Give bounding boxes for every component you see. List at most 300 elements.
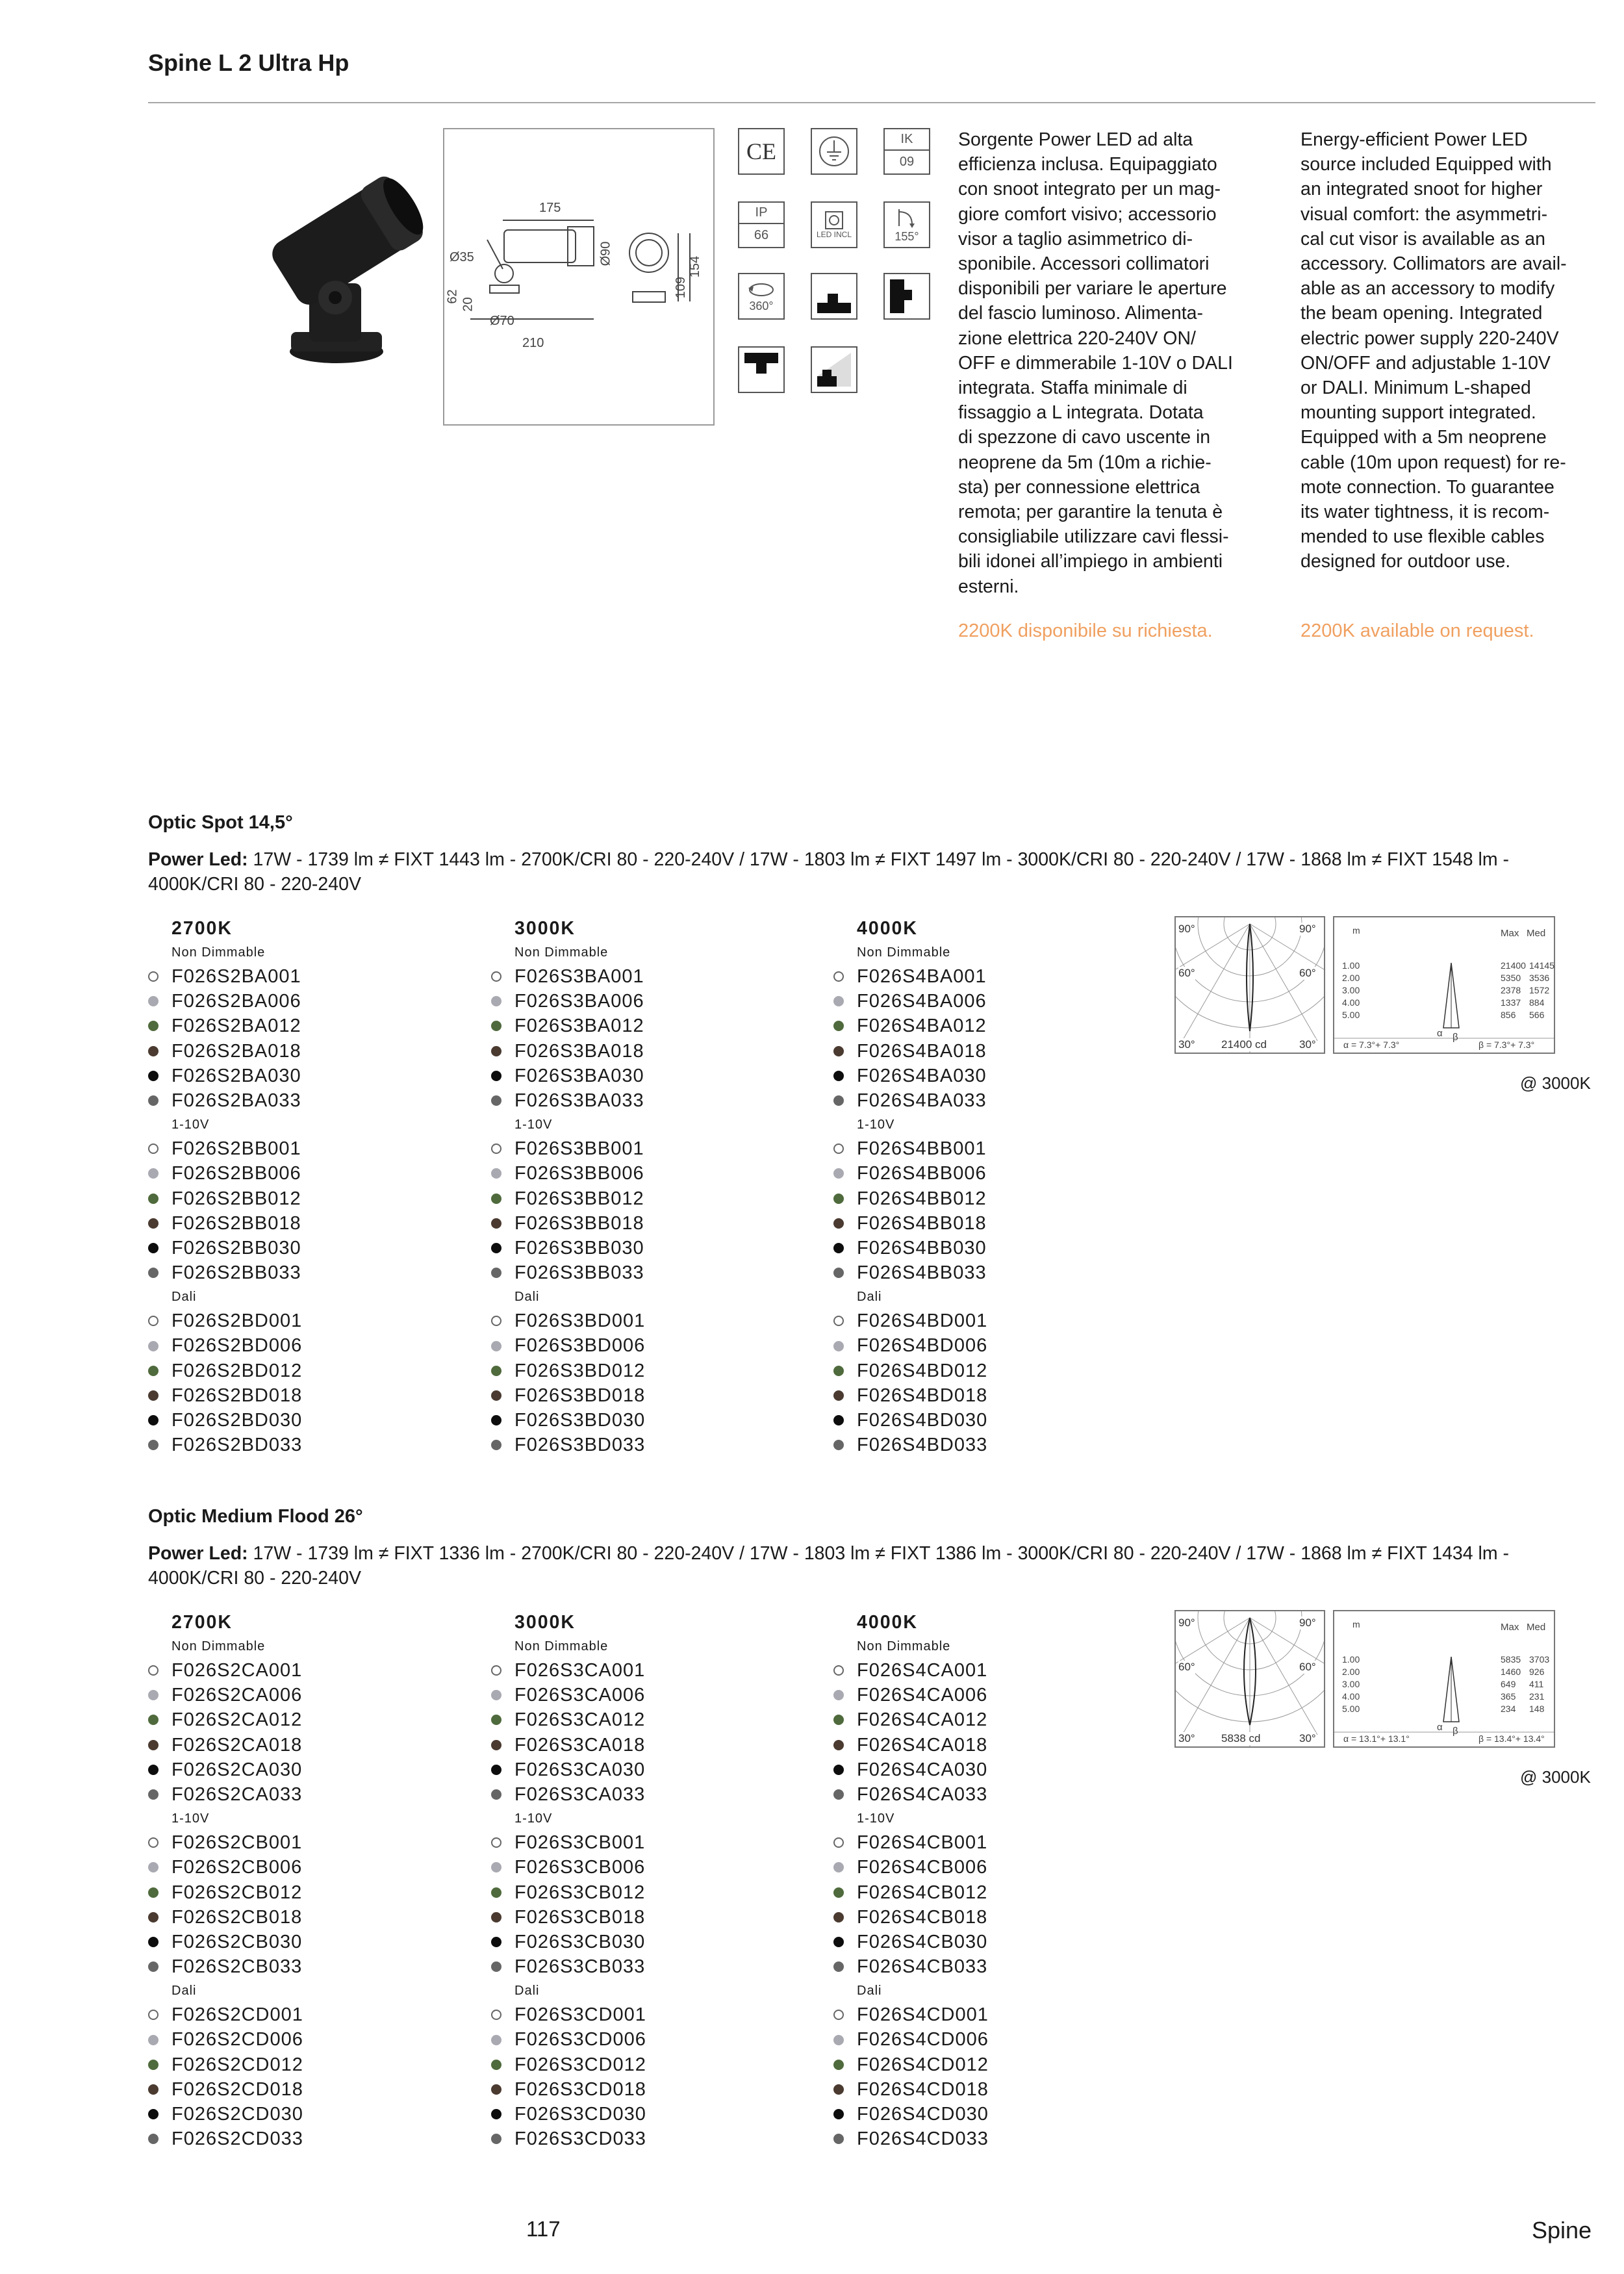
product-code-row <box>833 1236 1158 1260</box>
finish-color-swatch <box>148 1071 159 1081</box>
product-code-row <box>148 1683 473 1707</box>
polar-label: 5838 cd <box>1221 1732 1261 1744</box>
product-code: F026S2CA018 <box>171 1734 303 1756</box>
finish-color-swatch <box>148 1715 159 1725</box>
color-temperature-heading: 3000K <box>514 918 576 939</box>
finish-color-swatch <box>833 2134 844 2144</box>
finish-color-swatch <box>491 1341 501 1351</box>
lux-table-max-header: Max <box>1501 928 1519 939</box>
lux-table-cell: 566 <box>1529 1010 1545 1020</box>
product-code-row <box>833 1683 1158 1707</box>
finish-color-swatch <box>833 1143 844 1154</box>
dim-20: 20 <box>461 297 476 312</box>
finish-color-swatch <box>833 1887 844 1898</box>
illuminance-table <box>1333 916 1555 1054</box>
finish-color-swatch <box>833 1837 844 1848</box>
temperature-column-4000k <box>833 1610 1158 2151</box>
finish-color-swatch <box>491 2109 501 2119</box>
product-code: F026S3CD030 <box>514 2104 646 2125</box>
lux-table-cell: 5.00 <box>1342 1704 1360 1714</box>
product-code-row <box>833 1905 1158 1930</box>
product-code-row <box>833 964 1158 989</box>
product-code: F026S2CB006 <box>171 1857 303 1878</box>
product-code-row <box>148 964 473 989</box>
product-code-row <box>148 1707 473 1732</box>
finish-color-swatch <box>491 1268 501 1278</box>
finish-color-swatch <box>491 1243 501 1253</box>
product-code: F026S4CB012 <box>857 1882 988 1903</box>
power-led-values: 17W - 1739 lm ≠ FIXT 1443 lm - 2700K/CRI 80 - 220-240V / 17W - 1803 lm ≠ FIXT 1497 lm - 3000K/CRI 80 - 220-240V / 17W - 1868 lm ≠ FIXT 1548 lm - 4000K/CRI 80 - 220-240V <box>148 849 1510 895</box>
product-code: F026S4CA030 <box>857 1759 988 1780</box>
finish-color-swatch <box>491 1789 501 1800</box>
finish-color-swatch <box>833 1912 844 1923</box>
product-code: F026S3BB030 <box>514 1237 644 1258</box>
asymmetric-beam-icon <box>811 346 857 393</box>
product-code-row <box>833 1383 1158 1408</box>
product-code-row <box>148 1186 473 1211</box>
lux-table-cell: 2.00 <box>1342 973 1360 983</box>
power-led-label: Power Led: <box>148 849 248 870</box>
finish-color-swatch <box>833 2035 844 2045</box>
product-code-row <box>148 1954 473 1979</box>
lux-table-cell: 3.00 <box>1342 1679 1360 1689</box>
product-code: F026S3CD018 <box>514 2078 646 2100</box>
product-code-row <box>148 1236 473 1260</box>
finish-color-swatch <box>491 2060 501 2070</box>
finish-color-swatch <box>148 1690 159 1700</box>
finish-color-swatch <box>833 1218 844 1229</box>
product-code: F026S4BA001 <box>857 966 987 987</box>
lux-table-m-header: m <box>1352 1619 1360 1629</box>
product-code: F026S3BA033 <box>514 1090 644 1111</box>
finish-color-swatch <box>833 1740 844 1750</box>
lux-table-cell: 2378 <box>1501 985 1521 995</box>
product-code: F026S2CA006 <box>171 1685 303 1706</box>
polar-label: 60° <box>1299 967 1316 979</box>
product-code-row <box>491 1954 816 1979</box>
alpha-marker: α <box>1437 1722 1443 1733</box>
product-code: F026S4CB033 <box>857 1956 988 1978</box>
product-code-row <box>491 1014 816 1038</box>
product-code: F026S4CA012 <box>857 1709 988 1731</box>
description-italian: Sorgente Power LED ad alta efficienza inclusa. Equipaggiato con snoot integrato per un mag- giore comfort visivo; accessorio visor a taglio asimmetrico di- sponibile. Accessori collimatori disponibili per variare le aperture del fascio luminoso. Alimenta- zione elettrica 220-240V ON/ OFF e dimmerabile 1-10V o DALI integrata. Staffa minimale di fissaggio a L integrata. Dotata di spezzone di cavo uscente in neoprene da 5m (10m a richie- sta) per connessione elettrica remota; per garantire la tenuta è consigliabile utilizzare cavi flessi- bili idonei all’impiego in ambienti esterni. <box>958 129 1233 597</box>
product-code: F026S2BD030 <box>171 1410 303 1431</box>
polar-curve-diagram <box>1174 1610 1325 1748</box>
product-code: F026S3BB006 <box>514 1163 644 1184</box>
product-code-row <box>491 1333 816 1358</box>
finish-color-swatch <box>491 1194 501 1204</box>
beam-down-icon <box>738 346 785 393</box>
product-code-row <box>833 2052 1158 2077</box>
product-code-row <box>491 1309 816 1333</box>
product-code: F026S3CB018 <box>514 1906 646 1928</box>
ip-rating-badge: IP 66 <box>738 201 785 248</box>
dimming-group-label: Non Dimmable <box>857 945 951 960</box>
finish-color-swatch <box>833 1937 844 1947</box>
product-code-row <box>491 1905 816 1930</box>
product-code-row <box>148 1088 473 1113</box>
product-code: F026S4CA033 <box>857 1783 988 1805</box>
product-code-row <box>148 1136 473 1161</box>
product-code-row <box>491 2127 816 2151</box>
product-code: F026S4CD012 <box>857 2054 989 2075</box>
product-code-row <box>491 964 816 989</box>
ik-rating-badge: IK 09 <box>883 128 930 175</box>
product-code: F026S2CD006 <box>171 2029 303 2050</box>
color-temperature-heading: 4000K <box>857 1612 918 1633</box>
product-code-row <box>833 1186 1158 1211</box>
dimming-group-label: Non Dimmable <box>171 945 266 960</box>
finish-color-swatch <box>833 1095 844 1106</box>
finish-color-swatch <box>833 1046 844 1056</box>
product-code: F026S3BA001 <box>514 966 644 987</box>
product-code: F026S4BA012 <box>857 1016 987 1037</box>
product-code: F026S3CB001 <box>514 1832 646 1854</box>
product-code: F026S4BB001 <box>857 1138 987 1160</box>
product-code-row <box>833 1039 1158 1064</box>
product-code: F026S3BA030 <box>514 1065 644 1086</box>
product-code-row <box>833 989 1158 1014</box>
finish-color-swatch <box>833 1715 844 1725</box>
product-code: F026S3BD001 <box>514 1310 646 1332</box>
dimming-group-label: Non Dimmable <box>857 1639 951 1654</box>
finish-color-swatch <box>148 1415 159 1425</box>
product-code-row <box>148 1359 473 1383</box>
product-code: F026S4BB012 <box>857 1188 987 1209</box>
color-temperature-heading: 4000K <box>857 918 918 939</box>
product-code: F026S2BB006 <box>171 1163 301 1184</box>
product-code-row <box>148 2127 473 2151</box>
finish-color-swatch <box>148 2035 159 2045</box>
dimming-group-label: Non Dimmable <box>514 1639 609 1654</box>
finish-color-swatch <box>491 1765 501 1775</box>
product-code-row <box>148 1064 473 1088</box>
lux-table-med-header: Med <box>1527 928 1546 939</box>
product-code-row <box>491 1236 816 1260</box>
finish-color-swatch <box>833 1021 844 1031</box>
product-code-row <box>491 1757 816 1782</box>
beta-angle: β = 7.3°+ 7.3° <box>1478 1040 1535 1050</box>
product-code-row <box>491 1383 816 1408</box>
lux-table-cell: 234 <box>1501 1704 1516 1714</box>
product-code: F026S4CD018 <box>857 2078 989 2100</box>
product-code: F026S4BB006 <box>857 1163 987 1184</box>
product-code-row <box>833 1830 1158 1855</box>
finish-color-swatch <box>833 1071 844 1081</box>
dimming-group-label: Dali <box>514 1290 540 1305</box>
finish-color-swatch <box>148 1765 159 1775</box>
product-code: F026S2CA030 <box>171 1759 303 1780</box>
product-code: F026S3CD033 <box>514 2128 646 2150</box>
finish-color-swatch <box>148 1046 159 1056</box>
lux-table-cell: 1.00 <box>1342 960 1360 971</box>
section-title: Optic Medium Flood 26° <box>148 1506 363 1527</box>
power-led-spec <box>148 847 1595 897</box>
product-code-row <box>491 1211 816 1236</box>
product-code: F026S3BB018 <box>514 1212 644 1234</box>
product-code-row <box>833 2002 1158 2027</box>
product-code-row <box>491 1136 816 1161</box>
finish-color-swatch <box>833 1765 844 1775</box>
finish-color-swatch <box>148 1912 159 1923</box>
product-code: F026S3CA006 <box>514 1685 646 1706</box>
lux-table-cell: 856 <box>1501 1010 1516 1020</box>
product-code-row <box>833 2127 1158 2151</box>
lux-table-cell: 1337 <box>1501 997 1521 1008</box>
led-included-icon: LED INCL <box>811 201 857 248</box>
illuminance-table <box>1333 1610 1555 1748</box>
finish-color-swatch <box>491 1143 501 1154</box>
product-code-row <box>148 1433 473 1457</box>
temperature-column-2700k <box>148 1610 473 2151</box>
temperature-column-3000k <box>491 916 816 1457</box>
polar-label: 60° <box>1299 1661 1316 1673</box>
product-code: F026S3CB006 <box>514 1857 646 1878</box>
product-code-row <box>148 1757 473 1782</box>
lux-table-cell: 3536 <box>1529 973 1550 983</box>
product-code: F026S3BD018 <box>514 1385 646 1406</box>
polar-label: 90° <box>1299 923 1316 935</box>
lux-table-cell: 231 <box>1529 1691 1545 1702</box>
product-code-row <box>491 1161 816 1186</box>
finish-color-swatch <box>148 1341 159 1351</box>
finish-color-swatch <box>148 1665 159 1676</box>
product-photo <box>239 147 434 368</box>
product-code: F026S2BA012 <box>171 1016 301 1037</box>
product-code: F026S4BA033 <box>857 1090 987 1111</box>
lux-table-cell: 926 <box>1529 1667 1545 1677</box>
finish-color-swatch <box>833 1415 844 1425</box>
finish-color-swatch <box>833 2109 844 2119</box>
lux-table-cell: 884 <box>1529 997 1545 1008</box>
dim-109: 109 <box>674 276 689 299</box>
product-code-row <box>491 1683 816 1707</box>
product-code-row <box>833 2102 1158 2127</box>
reference-temperature-note: @ 3000K <box>1520 1767 1591 1787</box>
product-code-row <box>148 1260 473 1285</box>
finish-color-swatch <box>833 1194 844 1204</box>
product-code-row <box>833 1014 1158 1038</box>
product-code: F026S3BA018 <box>514 1040 644 1062</box>
lux-table-cell: 649 <box>1501 1679 1516 1689</box>
product-code: F026S2CB033 <box>171 1956 303 1978</box>
product-code-row <box>491 2027 816 2052</box>
product-code-row <box>491 1260 816 1285</box>
product-code: F026S2CB001 <box>171 1832 303 1854</box>
finish-color-swatch <box>148 1095 159 1106</box>
finish-color-swatch <box>491 2010 501 2020</box>
product-code-row <box>833 2027 1158 2052</box>
finish-color-swatch <box>148 2084 159 2095</box>
product-code: F026S4BD018 <box>857 1385 988 1406</box>
snoot-accessory-icon <box>883 273 930 320</box>
finish-color-swatch <box>148 1961 159 1972</box>
finish-color-swatch <box>148 2109 159 2119</box>
product-code: F026S3CA001 <box>514 1660 646 1681</box>
lux-table-cell: 1.00 <box>1342 1654 1360 1665</box>
product-code-row <box>833 1707 1158 1732</box>
lux-table-cell: 14145 <box>1529 960 1554 971</box>
page-section-name: Spine <box>1532 2217 1592 2243</box>
polar-label: 30° <box>1299 1732 1316 1744</box>
product-code-row <box>491 2077 816 2102</box>
finish-color-swatch <box>491 1937 501 1947</box>
section-title: Optic Spot 14,5° <box>148 812 293 833</box>
product-code-row <box>491 1064 816 1088</box>
finish-color-swatch <box>148 2060 159 2070</box>
product-code-row <box>148 1855 473 1880</box>
finish-color-swatch <box>491 2035 501 2045</box>
finish-color-swatch <box>833 1789 844 1800</box>
product-code: F026S3BA006 <box>514 991 644 1012</box>
dim-d70: Ø70 <box>490 314 514 328</box>
finish-color-swatch <box>833 1243 844 1253</box>
dim-175: 175 <box>539 201 561 215</box>
temperature-column-4000k <box>833 916 1158 1457</box>
product-code-row <box>148 1333 473 1358</box>
product-code: F026S4CA018 <box>857 1734 988 1756</box>
product-code: F026S2BB033 <box>171 1262 301 1284</box>
finish-color-swatch <box>833 1168 844 1179</box>
page-title: Spine L 2 Ultra Hp <box>148 49 349 76</box>
product-code: F026S2CD033 <box>171 2128 303 2150</box>
finish-color-swatch <box>491 1961 501 1972</box>
product-code: F026S3CA012 <box>514 1709 646 1731</box>
finish-color-swatch <box>148 1937 159 1947</box>
product-code: F026S4CB006 <box>857 1857 988 1878</box>
dimming-group-label: Dali <box>857 1984 882 1999</box>
finish-color-swatch <box>148 1837 159 1848</box>
finish-color-swatch <box>491 1715 501 1725</box>
product-code-row <box>148 1408 473 1433</box>
product-code: F026S2CA033 <box>171 1783 303 1805</box>
finish-color-swatch <box>833 1366 844 1376</box>
product-code-row <box>148 1039 473 1064</box>
finish-color-swatch <box>148 1440 159 1450</box>
product-code-row <box>833 1855 1158 1880</box>
product-code-row <box>148 2052 473 2077</box>
finish-color-swatch <box>148 1218 159 1229</box>
availability-note-it: 2200K disponibile su richiesta. <box>958 620 1213 641</box>
product-code: F026S3BD033 <box>514 1435 646 1456</box>
product-code-row <box>833 1408 1158 1433</box>
lux-table-cell: 411 <box>1529 1679 1544 1689</box>
product-code: F026S2CB012 <box>171 1882 303 1903</box>
product-code-row <box>833 1211 1158 1236</box>
color-temperature-heading: 3000K <box>514 1612 576 1633</box>
finish-color-swatch <box>833 1665 844 1676</box>
product-code: F026S3BD030 <box>514 1410 646 1431</box>
product-code: F026S2BB018 <box>171 1212 301 1234</box>
finish-color-swatch <box>148 1887 159 1898</box>
power-led-label: Power Led: <box>148 1543 248 1564</box>
product-code: F026S3CA033 <box>514 1783 646 1805</box>
polar-label: 60° <box>1178 1661 1195 1673</box>
product-code: F026S3CA018 <box>514 1734 646 1756</box>
product-code-row <box>833 1359 1158 1383</box>
product-code: F026S3CD006 <box>514 2029 646 2050</box>
product-code-row <box>833 1880 1158 1905</box>
product-code: F026S4BD006 <box>857 1335 988 1357</box>
color-temperature-heading: 2700K <box>171 918 233 939</box>
product-code: F026S3CD001 <box>514 2004 646 2026</box>
beta-marker: β <box>1453 1726 1458 1737</box>
product-code: F026S2CA012 <box>171 1709 303 1731</box>
product-code-row <box>491 1930 816 1954</box>
product-code-row <box>833 1733 1158 1757</box>
product-code: F026S3CD012 <box>514 2054 646 2075</box>
product-code: F026S4BB030 <box>857 1237 987 1258</box>
product-code: F026S2BA030 <box>171 1065 301 1086</box>
dimming-group-label: 1-10V <box>171 1811 210 1826</box>
product-code-row <box>833 1930 1158 1954</box>
product-code: F026S4BD001 <box>857 1310 988 1332</box>
lux-table-cell: 2.00 <box>1342 1667 1360 1677</box>
finish-color-swatch <box>491 1690 501 1700</box>
dimming-group-label: 1-10V <box>857 1811 895 1826</box>
reference-temperature-note: @ 3000K <box>1520 1073 1591 1093</box>
lux-table-cell: 3.00 <box>1342 985 1360 995</box>
product-code-row <box>491 2052 816 2077</box>
product-code-row <box>148 1658 473 1683</box>
finish-color-swatch <box>148 1366 159 1376</box>
product-code: F026S4BD033 <box>857 1435 988 1456</box>
dimming-group-label: Dali <box>171 1290 197 1305</box>
finish-color-swatch <box>491 2084 501 2095</box>
finish-color-swatch <box>148 1168 159 1179</box>
product-code: F026S2CD018 <box>171 2078 303 2100</box>
finish-color-swatch <box>491 971 501 982</box>
product-code: F026S4BA006 <box>857 991 987 1012</box>
dimming-group-label: 1-10V <box>514 1118 553 1132</box>
product-code: F026S4BA018 <box>857 1040 987 1062</box>
polar-label: 30° <box>1178 1038 1195 1051</box>
product-code-row <box>148 2102 473 2127</box>
finish-color-swatch <box>833 2060 844 2070</box>
product-code: F026S4CA006 <box>857 1685 988 1706</box>
product-code-row <box>491 1186 816 1211</box>
rotation-icon: 360° <box>738 273 785 320</box>
finish-color-swatch <box>491 1837 501 1848</box>
alpha-angle: α = 13.1°+ 13.1° <box>1343 1733 1410 1744</box>
finish-color-swatch <box>833 1341 844 1351</box>
lux-table-cell: 1460 <box>1501 1667 1521 1677</box>
product-code-row <box>833 1954 1158 1979</box>
product-code-row <box>491 2102 816 2127</box>
product-code-row <box>148 1930 473 1954</box>
product-code-row <box>148 1014 473 1038</box>
finish-color-swatch <box>491 1218 501 1229</box>
product-code-row <box>833 1088 1158 1113</box>
product-code: F026S4CB018 <box>857 1906 988 1928</box>
finish-color-swatch <box>491 1366 501 1376</box>
product-code: F026S2CD001 <box>171 2004 303 2026</box>
product-code-row <box>491 1880 816 1905</box>
finish-color-swatch <box>833 971 844 982</box>
polar-label: 90° <box>1178 1616 1195 1629</box>
product-code: F026S4CB001 <box>857 1832 988 1854</box>
lux-table-max-header: Max <box>1501 1622 1519 1633</box>
polar-label: 30° <box>1178 1732 1195 1744</box>
polar-label: 60° <box>1178 967 1195 979</box>
polar-label: 90° <box>1299 1616 1316 1629</box>
product-code-row <box>833 1433 1158 1457</box>
product-code: F026S4CB030 <box>857 1931 988 1952</box>
finish-color-swatch <box>148 2010 159 2020</box>
product-code: F026S4CD030 <box>857 2104 989 2125</box>
product-code: F026S4CA001 <box>857 1660 988 1681</box>
product-code-row <box>491 1359 816 1383</box>
